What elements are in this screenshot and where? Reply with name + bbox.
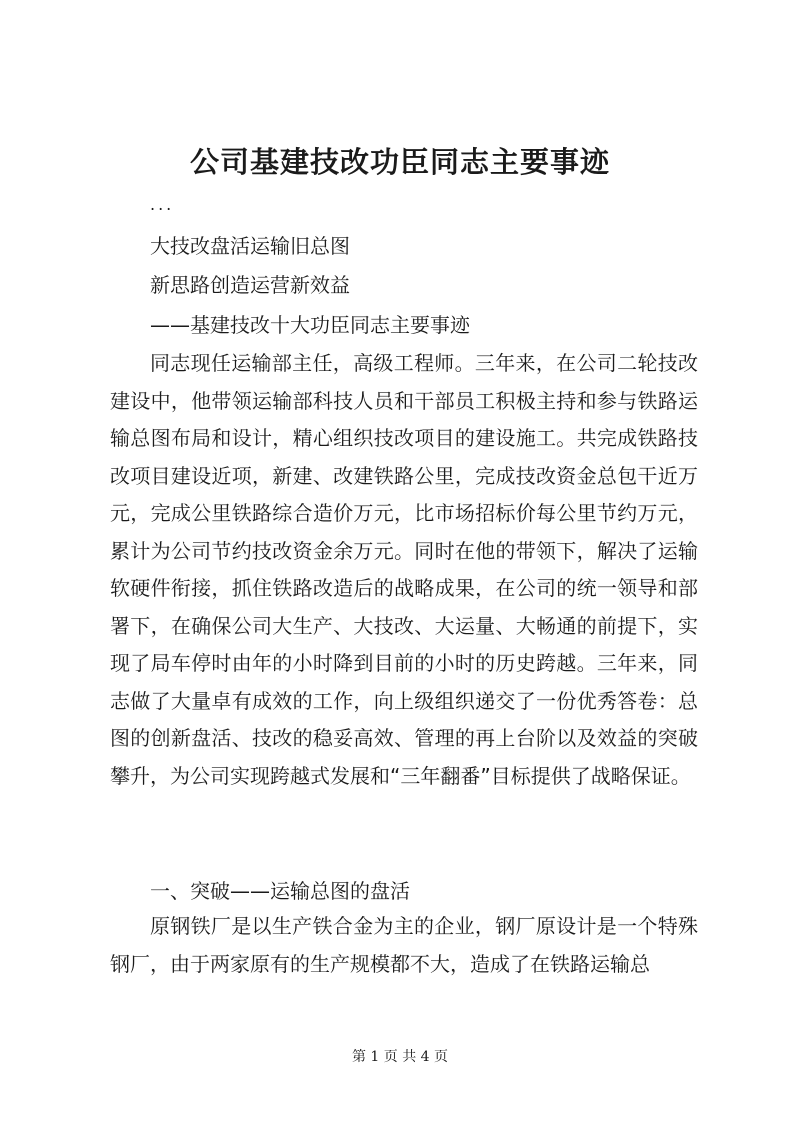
body-paragraph-2: 原钢铁厂是以生产铁合金为主的企业，钢厂原设计是一个特殊钢厂，由于两家原有的生产规模都不大，造成了在铁路运输总 <box>110 914 698 976</box>
document-title: 公司基建技改功臣同志主要事迹 <box>189 145 610 179</box>
subtitle-line-2: 新思路创造运营新效益 <box>150 273 350 297</box>
page-footer: 第 1 页 共 4 页 <box>351 1049 449 1065</box>
subtitle-line-1: 大技改盘活运输旧总图 <box>150 234 350 258</box>
ellipsis-marker: ... <box>150 195 175 214</box>
section-heading: 一、突破——运输总图的盘活 <box>150 879 410 903</box>
body-paragraph-1: 同志现任运输部主任，高级工程师。三年来，在公司二轮技改建设中，他带领运输部科技人员和干部员工积极主持和参与铁路运输总图布局和设计，精心组织技改项目的建设施工。共完成铁路技改项目建设近项，新建、改建铁路公里，完成技改资金总包干近万元，完成公里铁路综合造价万元，比市场招标价每公里节约万元，累计为公司节约技改资金余万元。同时在他的带领下，解决了运输软硬件衔接，抓住铁路改造后的战略成果，在公司的统一领导和部署下，在确保公司大生产、大技改、大运量、大畅通的前提下，实现了局车停时由年的小时降到目前的小时的历史跨越。三年来，同志做了大量卓有成效的工作，向上级组织递交了一份优秀答卷：总图的创新盘活、技改的稳妥高效、管理的再上台阶以及效益的突破攀升，为公司实现跨越式发展和“三年翻番”目标提供了战略保证。 <box>110 351 698 788</box>
subtitle-line-3: ——基建技改十大功臣同志主要事迹 <box>150 313 470 337</box>
